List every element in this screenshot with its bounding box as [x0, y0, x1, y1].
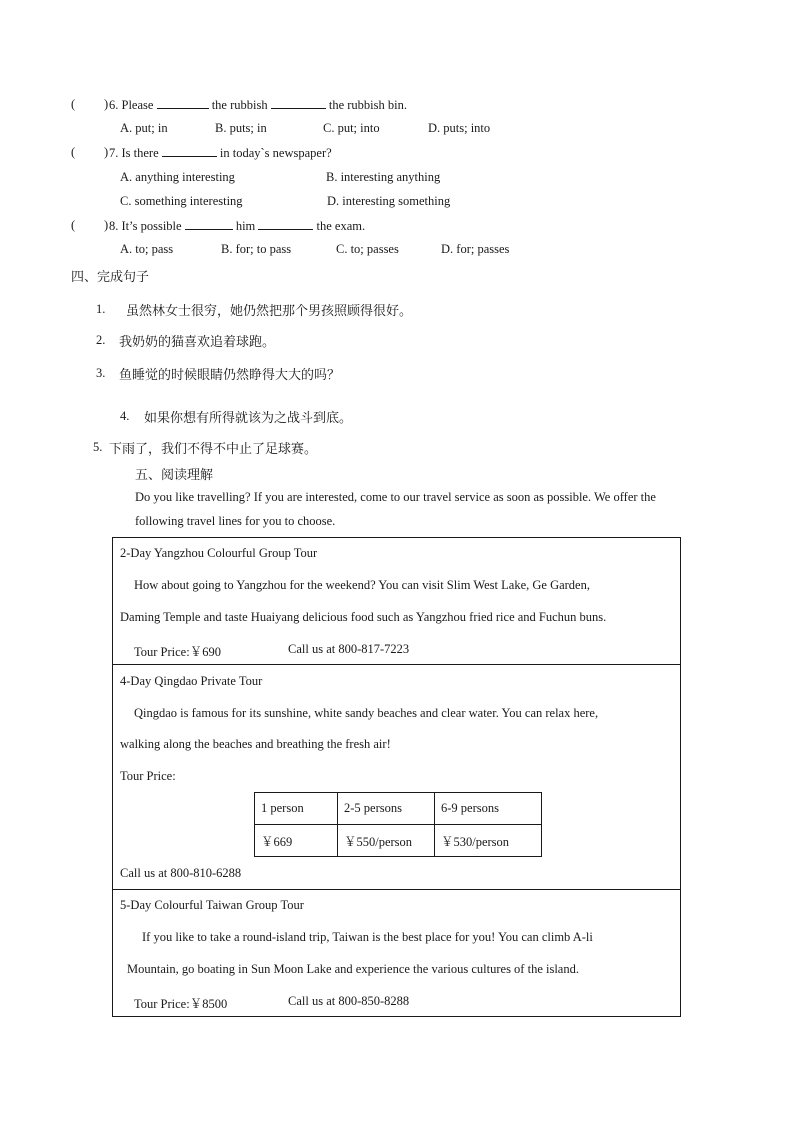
item-number: 1. — [96, 302, 106, 316]
option-a: A. anything interesting — [120, 170, 235, 184]
option-d: D. interesting something — [327, 194, 451, 208]
table-cell: ￥669 — [255, 825, 338, 857]
tour-table — [112, 537, 681, 1017]
option-a: A. put; in — [120, 121, 168, 135]
sentence-text: 虽然林女士很穷，她仍然把那个男孩照顾得很好。 — [126, 304, 413, 319]
answer-paren-close: ) — [104, 218, 109, 232]
tour-phone: Call us at 800-810-6288 — [120, 866, 242, 880]
option-d: D. puts; into — [428, 121, 491, 135]
question-stem: 8. It’s possible him the exam. — [109, 219, 366, 233]
tour-description: Daming Temple and taste Huaiyang delicious food such as Yangzhou fried rice and Fuchun buns. — [120, 610, 607, 624]
tour-title: 4-Day Qingdao Private Tour — [120, 674, 263, 688]
table-cell: ￥530/person — [435, 825, 542, 857]
sentence-text: 我奶奶的猫喜欢追着球跑。 — [119, 335, 276, 350]
option-c: C. to; passes — [336, 242, 399, 256]
tour-description: walking along the beaches and breathing the fresh air! — [120, 737, 391, 751]
tour-description: Mountain, go boating in Sun Moon Lake and experience the various cultures of the island. — [127, 962, 579, 976]
answer-blank[interactable] — [185, 218, 233, 230]
tour-description: If you like to take a round-island trip, Taiwan is the best place for you! You can climb A-li — [142, 930, 593, 944]
question-stem: 6. Please the rubbish the rubbish bin. — [109, 98, 407, 112]
table-cell: 6-9 persons — [435, 793, 542, 825]
table-row — [255, 825, 542, 857]
option-d: D. for; passes — [441, 242, 510, 256]
sentence-text: 鱼睡觉的时候眼睛仍然睁得大大的吗？ — [119, 368, 341, 383]
answer-paren-close: ) — [104, 145, 109, 159]
answer-paren-open: ( — [71, 145, 76, 159]
item-number: 5. — [93, 440, 103, 454]
option-b: B. puts; in — [215, 121, 267, 135]
section-heading: 五、阅读理解 — [135, 468, 214, 483]
table-row — [255, 793, 542, 825]
table-cell: ￥550/person — [338, 825, 435, 857]
divider — [112, 664, 681, 665]
section-heading: 四、完成句子 — [71, 270, 150, 285]
tour-price-label: Tour Price: — [120, 769, 176, 783]
item-number: 3. — [96, 366, 106, 380]
item-number: 2. — [96, 333, 106, 347]
sentence-text: 下雨了，我们不得不中止了足球赛。 — [109, 442, 318, 457]
tour-phone: Call us at 800-850-8288 — [288, 994, 410, 1008]
question-stem: 7. Is there in today`s newspaper? — [109, 146, 332, 160]
divider — [112, 889, 681, 890]
answer-blank[interactable] — [157, 97, 209, 109]
option-a: A. to; pass — [120, 242, 174, 256]
tour-phone: Call us at 800-817-7223 — [288, 642, 410, 656]
tour-title: 5-Day Colourful Taiwan Group Tour — [120, 898, 304, 912]
answer-paren-close: ) — [104, 97, 109, 111]
option-b: B. interesting anything — [326, 170, 441, 184]
table-cell: 1 person — [255, 793, 338, 825]
option-c: C. put; into — [323, 121, 380, 135]
tour-price: Tour Price:￥690 — [134, 645, 221, 659]
answer-blank[interactable] — [258, 218, 313, 230]
price-table — [254, 792, 542, 857]
tour-description: Qingdao is famous for its sunshine, white sandy beaches and clear water. You can relax here, — [134, 706, 599, 720]
intro-text: Do you like travelling? If you are interested, come to our travel service as soon as possible. We offer the — [135, 490, 656, 504]
intro-text: following travel lines for you to choose. — [135, 514, 336, 528]
item-number: 4. — [120, 409, 130, 423]
tour-description: How about going to Yangzhou for the weekend? You can visit Slim West Lake, Ge Garden, — [134, 578, 590, 592]
option-b: B. for; to pass — [221, 242, 292, 256]
answer-blank[interactable] — [162, 145, 217, 157]
sentence-text: 如果你想有所得就该为之战斗到底。 — [144, 411, 353, 426]
answer-blank[interactable] — [271, 97, 326, 109]
option-c: C. something interesting — [120, 194, 243, 208]
tour-price: Tour Price:￥8500 — [134, 997, 228, 1011]
answer-paren-open: ( — [71, 97, 76, 111]
table-cell: 2-5 persons — [338, 793, 435, 825]
tour-title: 2-Day Yangzhou Colourful Group Tour — [120, 546, 318, 560]
answer-paren-open: ( — [71, 218, 76, 232]
